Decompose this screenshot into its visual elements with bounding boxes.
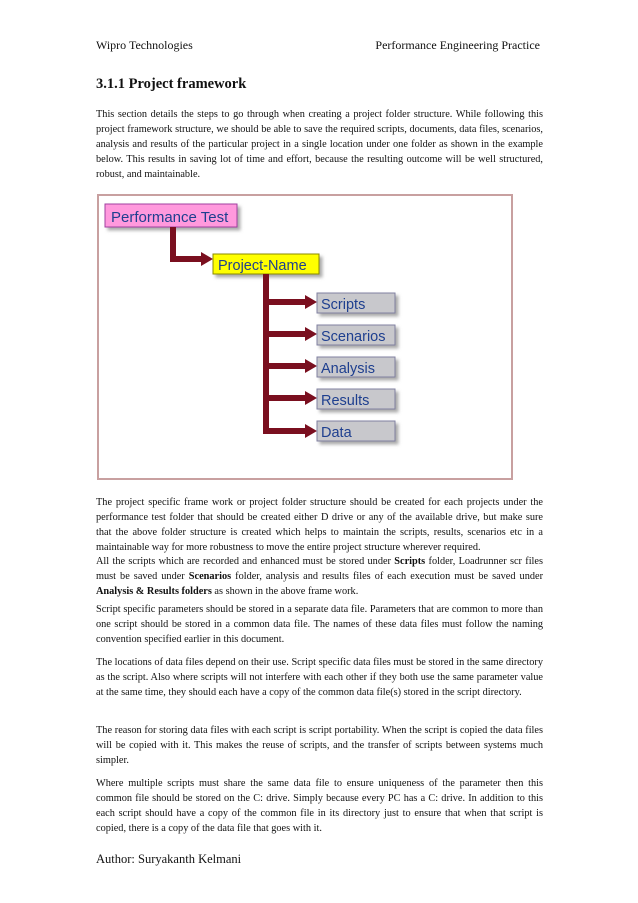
header-right: Performance Engineering Practice (375, 38, 540, 52)
project-framework-diagram (97, 194, 513, 480)
root-connector-arrow (201, 252, 213, 266)
branch-analysis (266, 359, 317, 373)
branch-scenarios (266, 327, 317, 341)
diagram-svg (99, 196, 511, 478)
p3-text-e: folder, analysis and results files of each execution must be saved under (231, 570, 543, 582)
p3-text-g: as shown in the above frame work. (211, 585, 359, 597)
paragraph-folder-usage (96, 555, 543, 600)
branch-results (266, 391, 317, 405)
p3-text-a: All the scripts which are recorded and enhanced must be stored under (96, 556, 395, 567)
root-connector (173, 227, 203, 259)
paragraph-data-locations: The locations of data files depend on their use. Script specific data files must be stored in the same directory as the script. Also where scripts will not interfere with each other if they both use the same parameter value at the same time, they should each have a copy of the common data file(s) stored in the script directory. (96, 657, 543, 698)
paragraph-folder-structure: The project specific frame work or project folder structure should be created for each projects under the performance test folder that should be created either D drive or any of the available drive, but make sure that the above folder structure is created which helps to maintain the scripts, results, scenarios etc in a maintainable way for more robustness to move the entire project structure wherever required. (96, 497, 543, 553)
p3-bold-scenarios: Scenarios (188, 570, 232, 582)
folder-label-scenarios: Scenarios (321, 329, 386, 345)
p3-bold-scripts: Scripts (394, 556, 426, 567)
p3-bold-analysis-results: Analysis & Results folders (96, 585, 212, 597)
folder-label-data: Data (321, 425, 352, 441)
header-left: Wipro Technologies (96, 38, 193, 52)
branch-data (263, 424, 317, 438)
branch-scripts (266, 295, 317, 309)
section-title: 3.1.1 Project framework (96, 76, 247, 92)
paragraph-shared-data: Where multiple scripts must share the same data file to ensure uniqueness of the parameter then this common file should be stored on the C: drive. Simply because every PC has a C: drive. In addition to this each script should have a copy of the common file in its directory just to ensure that when that script is copied, there is a copy of the data file that goes with it. (96, 778, 543, 834)
paragraph-portability: The reason for storing data files with each script is script portability. When the script is copied the data files will be copied with it. This makes the reuse of scripts, and the transfer of scripts between systems much simpler. (96, 725, 543, 766)
folder-label-results: Results (321, 393, 370, 409)
paragraph-parameters: Script specific parameters should be stored in a separate data file. Parameters that are common to more than one script should be stored in a common data file. The names of these data files must follow the naming convention specified earlier in this document. (96, 604, 543, 645)
footer-author: Author: Suryakanth Kelmani (96, 852, 242, 866)
root-folder-label: Performance Test (111, 209, 229, 226)
p3-text-c: folder, Loadrunner scr files must be saved under (96, 556, 543, 582)
project-folder-label: Project-Name (218, 258, 307, 274)
intro-paragraph: This section details the steps to go through when creating a project folder structure. While following this project framework structure, we should be able to save the required scripts, documents, data files, scenarios, analysis and results of the particular project in a single location under one folder as shown in the example below. This results in saving lot of time and effort, because the resulting outcome will be well structured, robust, and maintainable. (96, 109, 543, 180)
folder-label-analysis: Analysis (321, 361, 375, 377)
folder-label-scripts: Scripts (321, 297, 366, 313)
